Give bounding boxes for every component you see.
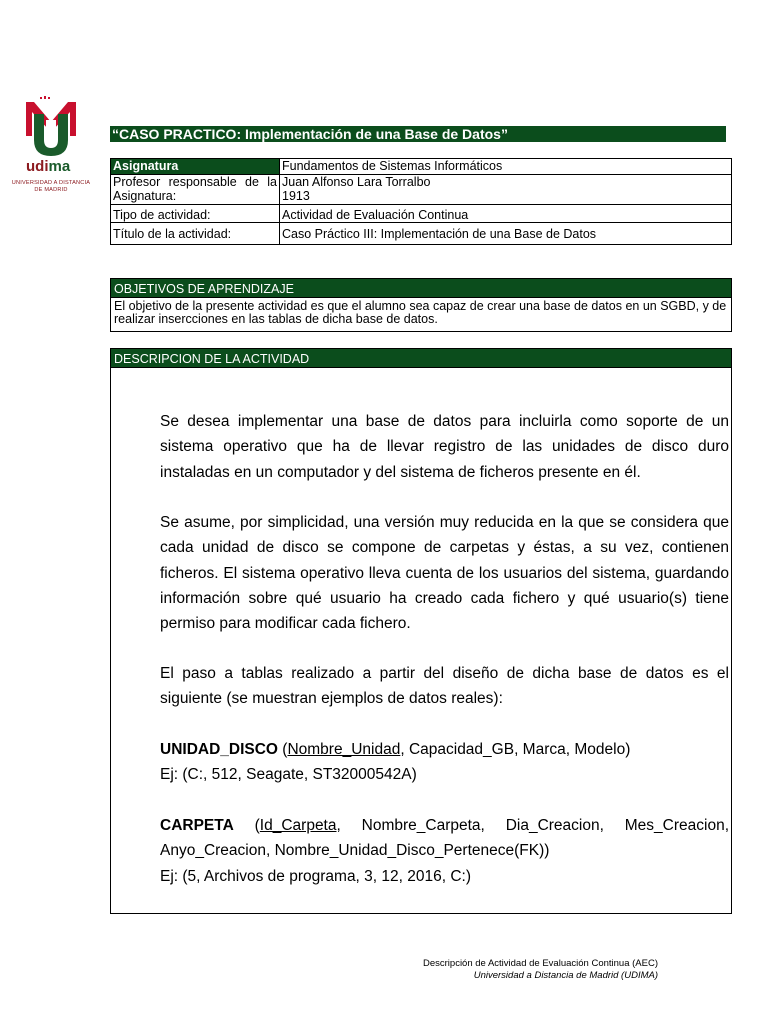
tipo-label: Tipo de actividad: <box>111 204 280 223</box>
footer-line-2: Universidad a Distancia de Madrid (UDIMA) <box>473 970 658 981</box>
profesor-label <box>111 174 280 204</box>
descripcion-box <box>110 368 732 914</box>
carpeta-attributes: , Nombre_Carpeta, Dia_Creacion, Mes_Creacion, Anyo_Creacion, Nombre_Unidad_Disco_Pertenece(FK)) <box>160 817 729 860</box>
objetivos-text: El objetivo de la presente actividad es que el alumno sea capaz de crear una base de datos en un SGBD, y de realizar insercciones en las tablas de dicha base de datos. <box>110 298 732 332</box>
page-footer <box>300 958 658 982</box>
carpeta-name: CARPETA <box>160 817 234 834</box>
titulo-label: Título de la actividad: <box>111 223 280 245</box>
udima-emblem-icon <box>10 96 92 158</box>
carpeta-example: Ej: (5, Archivos de programa, 3, 12, 2016, C:) <box>160 868 472 885</box>
profesor-label-line1: Profesor responsable de la <box>113 174 277 189</box>
descripcion-paragraph-2: Se asume, por simplicidad, una versión muy reducida en la que se considera que cada unidad de disco se compone de carpetas y éstas, a su vez, contienen ficheros. El sistema operativo lleva cuenta de los usuarios del sistema, guardando información sobre qué usuario ha creado cada fichero y qué usuario(s) tiene permiso para modificar cada fichero. <box>160 514 729 633</box>
titulo-value: Caso Práctico III: Implementación de una Base de Datos <box>280 223 732 245</box>
unidad-disco-name: UNIDAD_DISCO <box>160 741 278 758</box>
profesor-name: Juan Alfonso Lara Torralbo <box>282 174 431 189</box>
descripcion-header: DESCRIPCION DE LA ACTIVIDAD <box>110 348 732 368</box>
unidad-disco-attributes: , Capacidad_GB, Marca, Modelo) <box>400 741 631 758</box>
table-row <box>111 204 732 223</box>
unidad-disco-open: ( <box>277 741 288 758</box>
profesor-label-line2: Asignatura: <box>113 189 177 203</box>
info-table <box>110 158 732 245</box>
logo-subtitle-1: UNIVERSIDAD A DISTANCIA <box>11 180 91 186</box>
descripcion-paragraph-3: El paso a tablas realizado a partir del diseño de dicha base de datos es el siguiente (se muestran ejemplos de datos reales): <box>160 665 729 708</box>
unidad-disco-key: Nombre_Unidad <box>287 741 401 758</box>
tipo-value: Actividad de Evaluación Continua <box>280 204 732 223</box>
footer-line-1: Descripción de Actividad de Evaluación Continua (AEC) <box>423 958 658 969</box>
table-row <box>111 174 732 204</box>
table-row <box>111 223 732 245</box>
unidad-disco-example: Ej: (C:, 512, Seagate, ST32000542A) <box>160 766 417 783</box>
asignatura-value: Fundamentos de Sistemas Informáticos <box>280 159 732 175</box>
table-row <box>111 159 732 175</box>
carpeta-schema <box>160 813 729 864</box>
logo-subtitle-2: DE MADRID <box>34 187 68 193</box>
logo-wordmark: udima <box>26 158 71 175</box>
udima-logo <box>10 96 92 196</box>
profesor-value <box>280 174 732 204</box>
descripcion-paragraph-1: Se desea implementar una base de datos para incluirla como soporte de un sistema operativo que ha de llevar registro de las unidades de disco duro instaladas en un computador y del sistema de ficheros presente en él. <box>160 413 729 481</box>
document-title: “CASO PRACTICO: Implementación de una Base de Datos” <box>110 126 726 142</box>
carpeta-open: ( <box>233 817 260 834</box>
profesor-code: 1913 <box>282 189 310 203</box>
carpeta-key: Id_Carpeta <box>259 817 337 834</box>
objetivos-header: OBJETIVOS DE APRENDIZAJE <box>110 278 732 298</box>
asignatura-label: Asignatura <box>111 159 280 175</box>
unidad-disco-schema <box>160 737 729 762</box>
